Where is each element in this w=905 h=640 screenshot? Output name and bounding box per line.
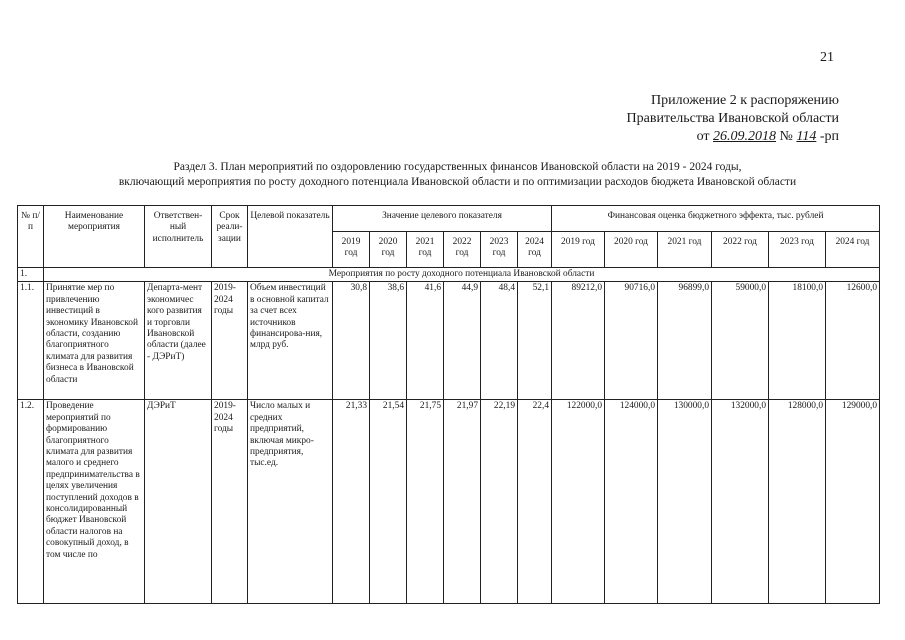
target-value: 21,75	[407, 400, 444, 604]
header-indicator: Целевой показатель	[248, 206, 333, 268]
row-num: 1.1.	[18, 282, 44, 400]
finance-value: 122000,0	[552, 400, 605, 604]
appendix-header	[627, 92, 839, 146]
header-num: № п/п	[18, 206, 44, 268]
finance-value: 129000,0	[826, 400, 880, 604]
appendix-line-2: Правительства Ивановской области	[626, 111, 839, 126]
row-term: 2019-2024 годы	[212, 282, 248, 400]
fin-year-2020: 2020 год	[605, 232, 658, 268]
row-name: Проведение мероприятий по формированию благоприятного климата для развития малого и среднего предпринимательства в целях увеличения поступлений доходов в консолидированный бюджет Ивановской области налогов на совокупный доход, в том числе по	[44, 400, 145, 604]
row-term: 2019-2024 годы	[212, 400, 248, 604]
target-value: 22,4	[518, 400, 552, 604]
target-value: 22,19	[481, 400, 518, 604]
order-date: 26.09.2018	[713, 129, 777, 144]
target-year-2020: 2020 год	[370, 232, 407, 268]
row-indicator: Объем инвестиций в основной капитал за счет всех источников финансирова-ния, млрд руб.	[248, 282, 333, 400]
group-row	[18, 268, 880, 282]
plan-table	[17, 205, 880, 604]
row-executor: ДЭРиТ	[145, 400, 212, 604]
row-indicator: Число малых и средних предприятий, включая микро-предприятия, тыс.ед.	[248, 400, 333, 604]
finance-value: 18100,0	[769, 282, 826, 400]
target-year-2024: 2024 год	[518, 232, 552, 268]
finance-value: 12600,0	[826, 282, 880, 400]
target-value: 44,9	[444, 282, 481, 400]
from-label: от	[696, 129, 710, 144]
fin-year-2019: 2019 год	[552, 232, 605, 268]
number-label: №	[779, 129, 793, 144]
finance-value: 132000,0	[712, 400, 769, 604]
target-year-2019: 2019 год	[333, 232, 370, 268]
fin-year-2022: 2022 год	[712, 232, 769, 268]
target-year-2021: 2021 год	[407, 232, 444, 268]
header-term: Срок реали-зации	[212, 206, 248, 268]
target-year-2023: 2023 год	[481, 232, 518, 268]
target-value: 21,33	[333, 400, 370, 604]
header-financial: Финансовая оценка бюджетного эффекта, тыс. рублей	[552, 206, 880, 232]
target-value: 21,54	[370, 400, 407, 604]
target-value: 52,1	[518, 282, 552, 400]
order-number: 114	[796, 129, 817, 144]
row-name: Принятие мер по привлечению инвестиций в экономику Ивановской области, созданию благоприятного климата для развития бизнеса в Ивановской области	[44, 282, 145, 400]
group-title: Мероприятия по росту доходного потенциала Ивановской области	[44, 268, 880, 282]
header-executor: Ответствен-ный исполнитель	[145, 206, 212, 268]
fin-year-2024: 2024 год	[826, 232, 880, 268]
appendix-date-line	[627, 128, 839, 146]
target-value: 41,6	[407, 282, 444, 400]
section-title-line-2: включающий мероприятия по росту доходного потенциала Ивановской области и по оптимизации расходов бюджета Ивановской области	[118, 176, 797, 188]
row-executor: Департа-мент экономичес кого развития и торговли Ивановской области (далее - ДЭРиТ)	[145, 282, 212, 400]
order-suffix: -рп	[819, 129, 839, 144]
finance-value: 128000,0	[769, 400, 826, 604]
finance-value: 96899,0	[658, 282, 712, 400]
finance-value: 124000,0	[605, 400, 658, 604]
group-num: 1.	[18, 268, 44, 282]
row-num: 1.2.	[18, 400, 44, 604]
target-value: 38,6	[370, 282, 407, 400]
table-row	[18, 282, 880, 400]
table-row	[18, 400, 880, 604]
finance-value: 59000,0	[712, 282, 769, 400]
target-value: 30,8	[333, 282, 370, 400]
finance-value: 90716,0	[605, 282, 658, 400]
finance-value: 130000,0	[658, 400, 712, 604]
section-title	[40, 160, 875, 190]
header-name: Наименование мероприятия	[44, 206, 145, 268]
section-title-line-1: Раздел 3. План мероприятий по оздоровлению государственных финансов Ивановской области на 2019 - 2024 годы,	[173, 161, 742, 173]
fin-year-2023: 2023 год	[769, 232, 826, 268]
target-year-2022: 2022 год	[444, 232, 481, 268]
appendix-line-1: Приложение 2 к распоряжению	[651, 93, 839, 108]
finance-value: 89212,0	[552, 282, 605, 400]
header-target-values: Значение целевого показателя	[333, 206, 552, 232]
fin-year-2021: 2021 год	[658, 232, 712, 268]
page-number: 21	[820, 50, 834, 65]
target-value: 21,97	[444, 400, 481, 604]
target-value: 48,4	[481, 282, 518, 400]
